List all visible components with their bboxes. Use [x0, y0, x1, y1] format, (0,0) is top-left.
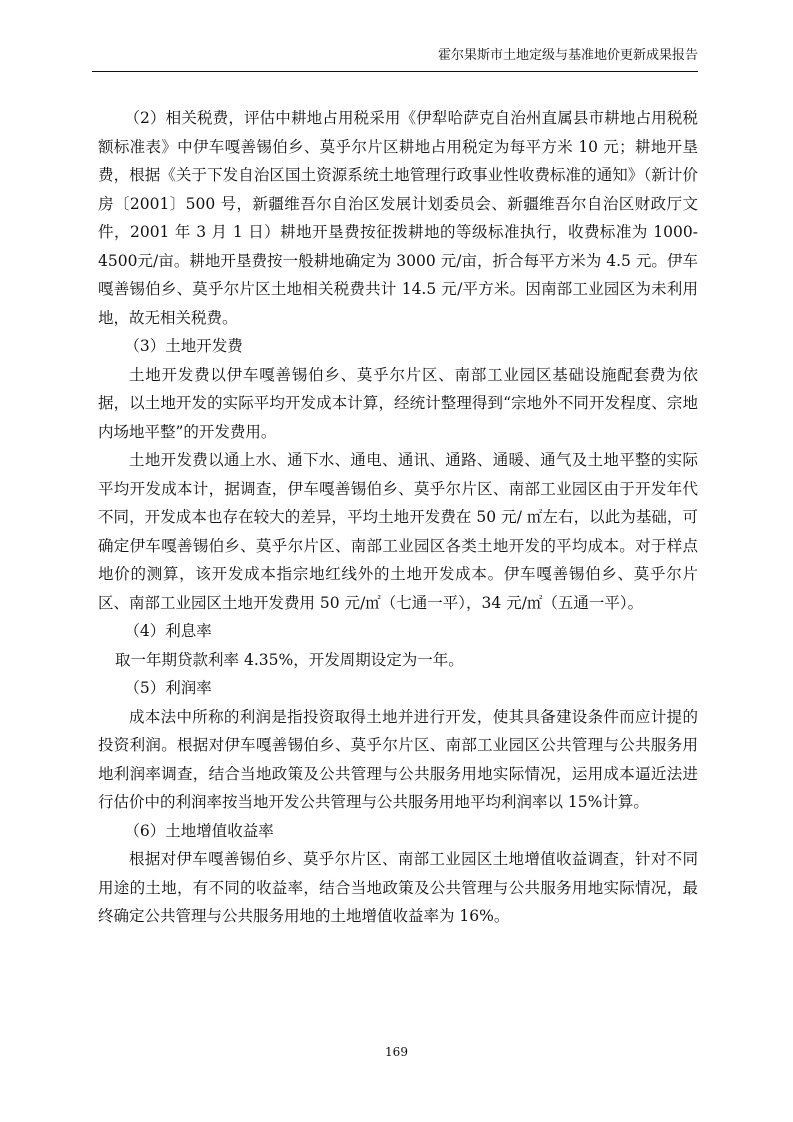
page-body: [98, 104, 698, 931]
interest-rate-paragraph: 取一年期贷款利率 4.35%，开发周期设定为一年。: [115, 650, 464, 669]
land-development-paragraph-1: 土地开发费以伊车嘎善锡伯乡、莫乎尔片区、南部工业园区基础设施配套费为依据，以土地开发的实际平均开发成本计算，经统计整理得到“宗地外不同开发程度、宗地内场地平整”的开发费用。: [98, 365, 698, 441]
tax-fees-paragraph: （2）相关税费，评估中耕地占用税采用《伊犁哈萨克自治州直属县市耕地占用税税额标准表》中伊车嘎善锡伯乡、莫乎尔片区耕地占用税定为每平方米 10 元；耕地开垦费，根据《关于下发自治区国土资源系统土地管理行政事业性收费标准的通知》（新计价房〔2001〕500 号，新疆维吾尔自治区发展计划委员会、新疆维吾尔自治区财政厅文件，2001 年 3 月 1 日）耕地开垦费按征拨耕地的等级标准执行，收费标准为 1000-4500元/亩。耕地开垦费按一般耕地确定为 3000 元/亩，折合每平方米为 4.5 元。伊车嘎善锡伯乡、莫乎尔片区土地相关税费共计 14.5 元/平方米。因南部工业园区为未利用地，故无相关税费。: [98, 109, 698, 327]
profit-rate-paragraph: 成本法中所称的利润是指投资取得土地并进行开发，使其具备建设条件而应计提的投资利润。根据对伊车嘎善锡伯乡、莫乎尔片区、南部工业园区公共管理与公共服务用地利润率调查，结合当地政策及公共管理与公共服务用地实际情况，运用成本逼近法进行估价中的利润率按当地开发公共管理与公共服务用地平均利润率以 15%计算。: [98, 707, 698, 811]
profit-rate-heading: （5）利润率: [124, 679, 212, 697]
land-appreciation-heading: （6）土地增值收益率: [124, 821, 274, 840]
page-number: 169: [385, 1045, 408, 1059]
running-header: 霍尔果斯市土地定级与基准地价更新成果报告: [437, 48, 698, 63]
header-divider: [92, 71, 698, 72]
land-development-paragraph-2: 土地开发费以通上水、通下水、通电、通讯、通路、通暖、通气及土地平整的实际平均开发成本计，据调查，伊车嘎善锡伯乡、莫乎尔片区、南部工业园区由于开发年代不同，开发成本也存在较大的差异，平均土地开发费在 50 元/ ㎡左右，以此为基础，可确定伊车嘎善锡伯乡、莫乎尔片区、南部工业园区各类土地开发的平均成本。对于样点地价的测算，该开发成本指宗地红线外的土地开发成本。伊车嘎善锡伯乡、莫乎尔片区、南部工业园区土地开发费用 50 元/㎡（七通一平），34 元/㎡（五通一平）。: [98, 451, 698, 612]
land-development-heading: （3）土地开发费: [124, 337, 243, 355]
interest-rate-heading: （4）利息率: [124, 622, 212, 640]
land-appreciation-paragraph: 根据对伊车嘎善锡伯乡、莫乎尔片区、南部工业园区土地增值收益调查，针对不同用途的土地，有不同的收益率，结合当地政策及公共管理与公共服务用地实际情况，最终确定公共管理与公共服务用地的土地增值收益率为 16%。: [98, 850, 698, 925]
